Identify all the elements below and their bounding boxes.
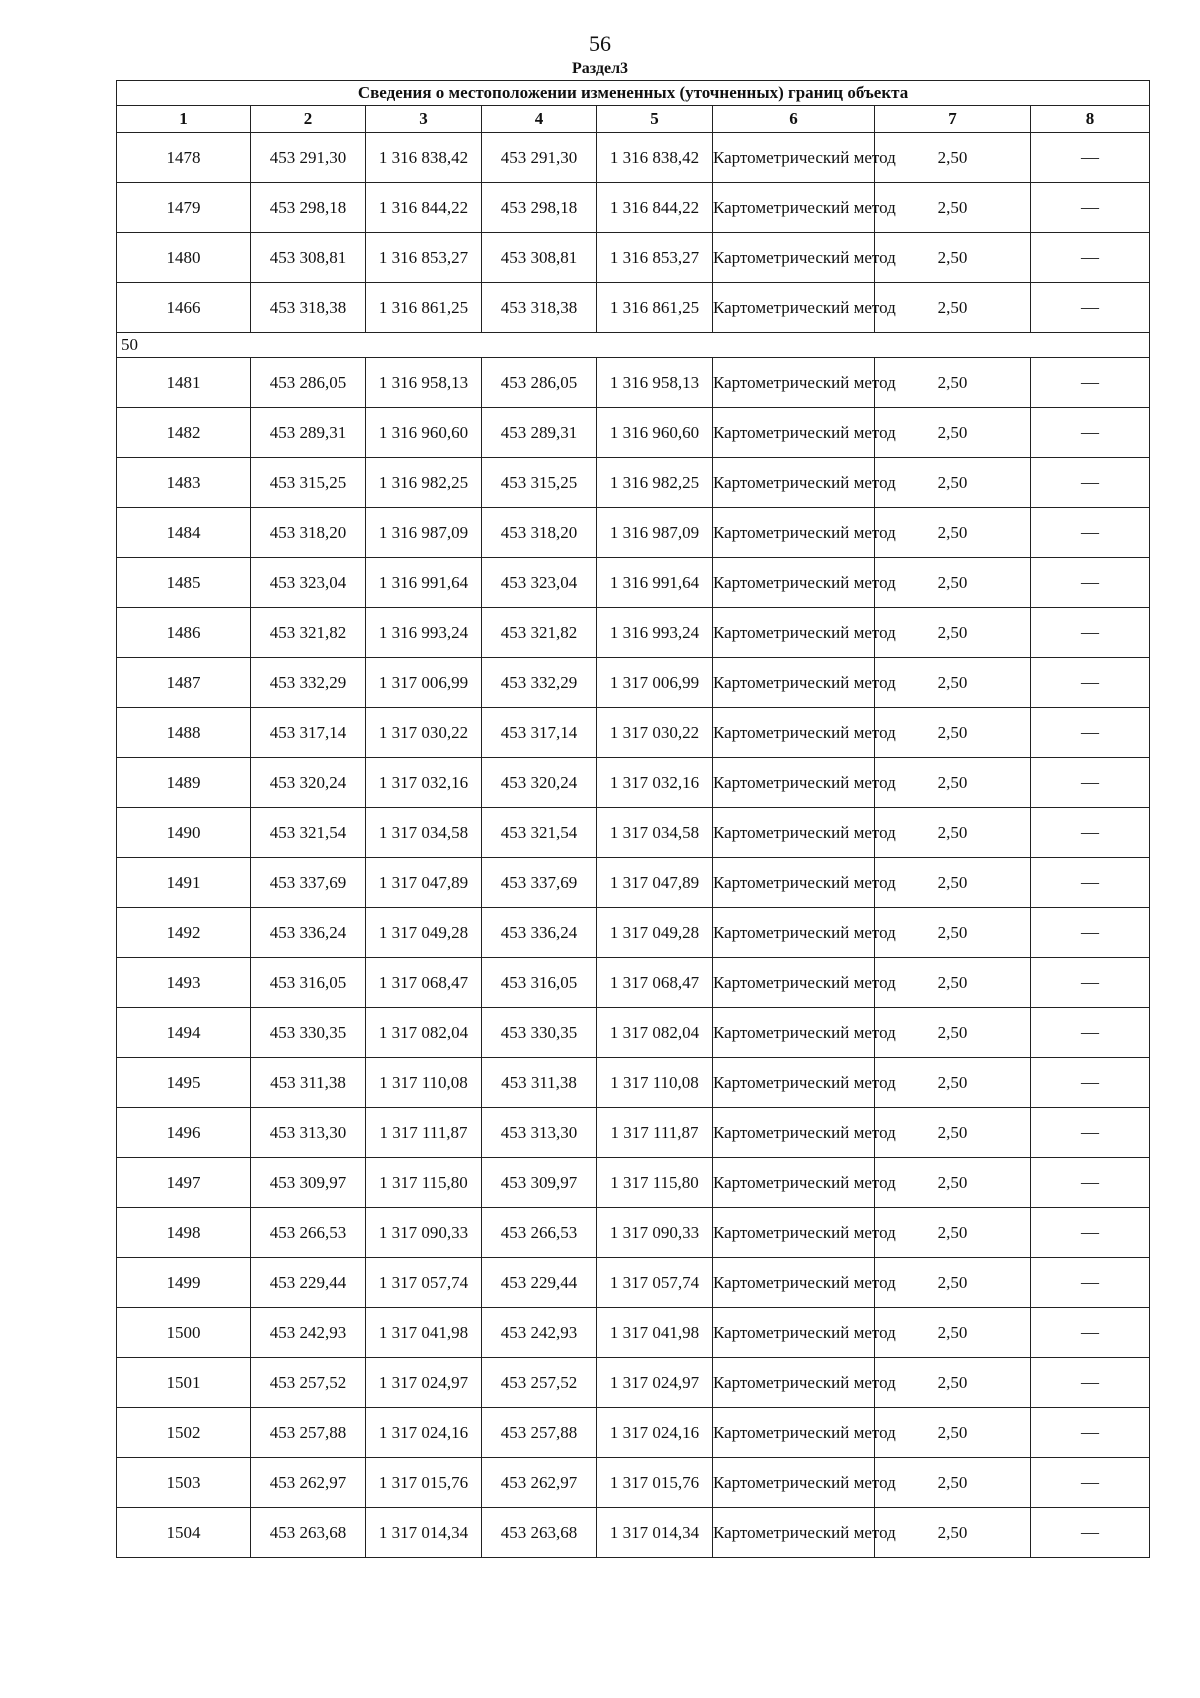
- table-row: [117, 1308, 1150, 1358]
- cell-x-existing: 453 316,05: [251, 958, 366, 1008]
- table-row: [117, 283, 1150, 333]
- cell-y-new: 1 316 987,09: [597, 508, 713, 558]
- cell-x-existing: 453 286,05: [251, 358, 366, 408]
- cell-description: —: [1031, 658, 1150, 708]
- cell-y-existing: 1 317 006,99: [366, 658, 482, 708]
- cell-x-existing: 453 321,54: [251, 808, 366, 858]
- cell-y-new: 1 316 991,64: [597, 558, 713, 608]
- table-row: [117, 133, 1150, 183]
- cell-x-new: 453 257,88: [482, 1408, 597, 1458]
- column-header-5: 5: [597, 106, 713, 133]
- cell-description: —: [1031, 233, 1150, 283]
- cell-x-existing: 453 257,88: [251, 1408, 366, 1458]
- cell-y-existing: 1 317 034,58: [366, 808, 482, 858]
- cell-point-number: 1491: [117, 858, 251, 908]
- cell-description: —: [1031, 283, 1150, 333]
- section-title: Раздел3: [571, 60, 629, 77]
- cell-method: Картометрический метод: [713, 1258, 875, 1308]
- cell-x-new: 453 315,25: [482, 458, 597, 508]
- table-row: [117, 608, 1150, 658]
- cell-point-number: 1503: [117, 1458, 251, 1508]
- table-row: [117, 808, 1150, 858]
- cell-x-existing: 453 309,97: [251, 1158, 366, 1208]
- cell-x-new: 453 309,97: [482, 1158, 597, 1208]
- cell-accuracy: 2,50: [875, 1258, 1031, 1308]
- cell-description: —: [1031, 1358, 1150, 1408]
- cell-accuracy: 2,50: [875, 658, 1031, 708]
- cell-x-new: 453 289,31: [482, 408, 597, 458]
- cell-description: —: [1031, 708, 1150, 758]
- table-row: [117, 233, 1150, 283]
- cell-y-existing: 1 317 014,34: [366, 1508, 482, 1558]
- cell-x-existing: 453 308,81: [251, 233, 366, 283]
- cell-accuracy: 2,50: [875, 558, 1031, 608]
- table-row: [117, 408, 1150, 458]
- table-row: [117, 1258, 1150, 1308]
- page-number: 56: [589, 31, 611, 56]
- cell-accuracy: 2,50: [875, 608, 1031, 658]
- cell-x-existing: 453 332,29: [251, 658, 366, 708]
- cell-description: —: [1031, 1258, 1150, 1308]
- table-body: [117, 81, 1150, 1558]
- coordinates-table: [116, 80, 1150, 1558]
- cell-accuracy: 2,50: [875, 1358, 1031, 1408]
- cell-x-new: 453 263,68: [482, 1508, 597, 1558]
- cell-y-new: 1 317 068,47: [597, 958, 713, 1008]
- cell-y-new: 1 317 090,33: [597, 1208, 713, 1258]
- cell-point-number: 1493: [117, 958, 251, 1008]
- column-header-3: 3: [366, 106, 482, 133]
- cell-y-new: 1 317 024,16: [597, 1408, 713, 1458]
- cell-method: Картометрический метод: [713, 1308, 875, 1358]
- cell-description: —: [1031, 908, 1150, 958]
- cell-method: Картометрический метод: [713, 958, 875, 1008]
- cell-y-new: 1 317 015,76: [597, 1458, 713, 1508]
- cell-x-existing: 453 311,38: [251, 1058, 366, 1108]
- cell-y-new: 1 316 853,27: [597, 233, 713, 283]
- cell-y-new: 1 316 993,24: [597, 608, 713, 658]
- table-row: [117, 658, 1150, 708]
- cell-y-existing: 1 317 068,47: [366, 958, 482, 1008]
- cell-x-existing: 453 315,25: [251, 458, 366, 508]
- column-header-4: 4: [482, 106, 597, 133]
- cell-accuracy: 2,50: [875, 458, 1031, 508]
- group-row: [117, 333, 1150, 358]
- cell-point-number: 1504: [117, 1508, 251, 1558]
- cell-accuracy: 2,50: [875, 758, 1031, 808]
- cell-x-existing: 453 321,82: [251, 608, 366, 658]
- cell-x-new: 453 298,18: [482, 183, 597, 233]
- cell-description: —: [1031, 1158, 1150, 1208]
- cell-y-existing: 1 316 991,64: [366, 558, 482, 608]
- cell-description: —: [1031, 458, 1150, 508]
- cell-point-number: 1483: [117, 458, 251, 508]
- cell-x-existing: 453 318,38: [251, 283, 366, 333]
- cell-accuracy: 2,50: [875, 1058, 1031, 1108]
- cell-x-new: 453 330,35: [482, 1008, 597, 1058]
- cell-method: Картометрический метод: [713, 1008, 875, 1058]
- cell-x-existing: 453 336,24: [251, 908, 366, 958]
- table-row: [117, 558, 1150, 608]
- table-row: [117, 508, 1150, 558]
- cell-y-existing: 1 317 049,28: [366, 908, 482, 958]
- cell-accuracy: 2,50: [875, 1108, 1031, 1158]
- cell-method: Картометрический метод: [713, 908, 875, 958]
- cell-point-number: 1484: [117, 508, 251, 558]
- cell-y-new: 1 316 838,42: [597, 133, 713, 183]
- column-header-8: 8: [1031, 106, 1150, 133]
- cell-point-number: 1481: [117, 358, 251, 408]
- cell-point-number: 1489: [117, 758, 251, 808]
- cell-point-number: 1480: [117, 233, 251, 283]
- cell-x-new: 453 321,54: [482, 808, 597, 858]
- cell-y-existing: 1 317 057,74: [366, 1258, 482, 1308]
- cell-method: Картометрический метод: [713, 858, 875, 908]
- cell-y-existing: 1 316 982,25: [366, 458, 482, 508]
- cell-method: Картометрический метод: [713, 1508, 875, 1558]
- cell-method: Картометрический метод: [713, 1458, 875, 1508]
- cell-y-new: 1 317 041,98: [597, 1308, 713, 1358]
- table-row: [117, 358, 1150, 408]
- cell-y-new: 1 317 030,22: [597, 708, 713, 758]
- cell-y-existing: 1 317 041,98: [366, 1308, 482, 1358]
- cell-point-number: 1485: [117, 558, 251, 608]
- cell-point-number: 1497: [117, 1158, 251, 1208]
- cell-description: —: [1031, 608, 1150, 658]
- cell-accuracy: 2,50: [875, 908, 1031, 958]
- cell-x-existing: 453 291,30: [251, 133, 366, 183]
- table-row: [117, 183, 1150, 233]
- cell-method: Картометрический метод: [713, 508, 875, 558]
- table-row: [117, 908, 1150, 958]
- column-number-row: [117, 106, 1150, 133]
- cell-x-new: 453 313,30: [482, 1108, 597, 1158]
- cell-x-existing: 453 317,14: [251, 708, 366, 758]
- table-caption-row: [117, 81, 1150, 106]
- cell-x-existing: 453 337,69: [251, 858, 366, 908]
- cell-point-number: 1498: [117, 1208, 251, 1258]
- cell-x-new: 453 308,81: [482, 233, 597, 283]
- cell-y-existing: 1 317 030,22: [366, 708, 482, 758]
- cell-y-existing: 1 317 090,33: [366, 1208, 482, 1258]
- cell-point-number: 1492: [117, 908, 251, 958]
- cell-y-new: 1 317 057,74: [597, 1258, 713, 1308]
- table-row: [117, 758, 1150, 808]
- cell-x-existing: 453 320,24: [251, 758, 366, 808]
- cell-method: Картометрический метод: [713, 1208, 875, 1258]
- cell-method: Картометрический метод: [713, 358, 875, 408]
- cell-x-new: 453 336,24: [482, 908, 597, 958]
- cell-point-number: 1502: [117, 1408, 251, 1458]
- cell-x-existing: 453 298,18: [251, 183, 366, 233]
- cell-x-new: 453 286,05: [482, 358, 597, 408]
- cell-accuracy: 2,50: [875, 233, 1031, 283]
- cell-method: Картометрический метод: [713, 558, 875, 608]
- cell-point-number: 1478: [117, 133, 251, 183]
- column-header-1: 1: [117, 106, 251, 133]
- cell-x-existing: 453 313,30: [251, 1108, 366, 1158]
- table-row: [117, 708, 1150, 758]
- table-row: [117, 958, 1150, 1008]
- cell-y-existing: 1 317 032,16: [366, 758, 482, 808]
- cell-y-existing: 1 317 082,04: [366, 1008, 482, 1058]
- cell-method: Картометрический метод: [713, 658, 875, 708]
- cell-description: —: [1031, 1458, 1150, 1508]
- cell-x-new: 453 332,29: [482, 658, 597, 708]
- cell-x-existing: 453 323,04: [251, 558, 366, 608]
- cell-description: —: [1031, 133, 1150, 183]
- cell-description: —: [1031, 558, 1150, 608]
- cell-accuracy: 2,50: [875, 1508, 1031, 1558]
- cell-accuracy: 2,50: [875, 1158, 1031, 1208]
- cell-accuracy: 2,50: [875, 133, 1031, 183]
- cell-accuracy: 2,50: [875, 958, 1031, 1008]
- cell-description: —: [1031, 1208, 1150, 1258]
- cell-x-existing: 453 289,31: [251, 408, 366, 458]
- cell-y-new: 1 317 110,08: [597, 1058, 713, 1108]
- cell-method: Картометрический метод: [713, 1408, 875, 1458]
- cell-y-new: 1 317 006,99: [597, 658, 713, 708]
- cell-description: —: [1031, 1108, 1150, 1158]
- table-row: [117, 1108, 1150, 1158]
- table-row: [117, 1458, 1150, 1508]
- cell-y-existing: 1 317 110,08: [366, 1058, 482, 1108]
- cell-y-existing: 1 317 024,97: [366, 1358, 482, 1408]
- cell-x-existing: 453 266,53: [251, 1208, 366, 1258]
- cell-accuracy: 2,50: [875, 1208, 1031, 1258]
- cell-y-new: 1 317 049,28: [597, 908, 713, 958]
- cell-x-new: 453 317,14: [482, 708, 597, 758]
- cell-description: —: [1031, 758, 1150, 808]
- cell-point-number: 1501: [117, 1358, 251, 1408]
- cell-method: Картометрический метод: [713, 708, 875, 758]
- cell-method: Картометрический метод: [713, 183, 875, 233]
- table-row: [117, 1408, 1150, 1458]
- table-row: [117, 858, 1150, 908]
- cell-point-number: 1488: [117, 708, 251, 758]
- cell-method: Картометрический метод: [713, 758, 875, 808]
- cell-x-new: 453 321,82: [482, 608, 597, 658]
- cell-accuracy: 2,50: [875, 183, 1031, 233]
- cell-x-new: 453 229,44: [482, 1258, 597, 1308]
- table-row: [117, 1058, 1150, 1108]
- cell-x-existing: 453 242,93: [251, 1308, 366, 1358]
- cell-point-number: 1479: [117, 183, 251, 233]
- cell-x-new: 453 311,38: [482, 1058, 597, 1108]
- cell-y-new: 1 317 047,89: [597, 858, 713, 908]
- cell-description: —: [1031, 508, 1150, 558]
- cell-method: Картометрический метод: [713, 133, 875, 183]
- cell-description: —: [1031, 358, 1150, 408]
- cell-x-existing: 453 257,52: [251, 1358, 366, 1408]
- table-row: [117, 1008, 1150, 1058]
- cell-x-new: 453 320,24: [482, 758, 597, 808]
- cell-point-number: 1482: [117, 408, 251, 458]
- table-row: [117, 1208, 1150, 1258]
- column-header-2: 2: [251, 106, 366, 133]
- cell-description: —: [1031, 1408, 1150, 1458]
- cell-y-new: 1 316 960,60: [597, 408, 713, 458]
- cell-accuracy: 2,50: [875, 408, 1031, 458]
- cell-y-existing: 1 316 853,27: [366, 233, 482, 283]
- cell-y-new: 1 317 111,87: [597, 1108, 713, 1158]
- cell-y-existing: 1 316 861,25: [366, 283, 482, 333]
- cell-accuracy: 2,50: [875, 508, 1031, 558]
- cell-point-number: 1496: [117, 1108, 251, 1158]
- cell-x-new: 453 337,69: [482, 858, 597, 908]
- cell-y-new: 1 317 032,16: [597, 758, 713, 808]
- cell-method: Картометрический метод: [713, 233, 875, 283]
- cell-accuracy: 2,50: [875, 1308, 1031, 1358]
- cell-y-existing: 1 317 015,76: [366, 1458, 482, 1508]
- cell-x-new: 453 316,05: [482, 958, 597, 1008]
- cell-description: —: [1031, 1008, 1150, 1058]
- cell-y-existing: 1 317 111,87: [366, 1108, 482, 1158]
- cell-y-existing: 1 316 987,09: [366, 508, 482, 558]
- cell-accuracy: 2,50: [875, 1458, 1031, 1508]
- cell-y-new: 1 316 861,25: [597, 283, 713, 333]
- cell-accuracy: 2,50: [875, 1008, 1031, 1058]
- cell-y-new: 1 316 982,25: [597, 458, 713, 508]
- cell-method: Картометрический метод: [713, 1108, 875, 1158]
- cell-description: —: [1031, 1508, 1150, 1558]
- cell-y-new: 1 317 014,34: [597, 1508, 713, 1558]
- cell-y-existing: 1 317 115,80: [366, 1158, 482, 1208]
- cell-x-new: 453 257,52: [482, 1358, 597, 1408]
- cell-point-number: 1466: [117, 283, 251, 333]
- cell-description: —: [1031, 858, 1150, 908]
- cell-accuracy: 2,50: [875, 358, 1031, 408]
- cell-method: Картометрический метод: [713, 283, 875, 333]
- table-caption: Сведения о местоположении измененных (уточненных) границ объекта: [117, 81, 1150, 106]
- cell-y-existing: 1 317 047,89: [366, 858, 482, 908]
- cell-point-number: 1500: [117, 1308, 251, 1358]
- cell-description: —: [1031, 1058, 1150, 1108]
- cell-method: Картометрический метод: [713, 608, 875, 658]
- cell-method: Картометрический метод: [713, 1358, 875, 1408]
- cell-x-existing: 453 229,44: [251, 1258, 366, 1308]
- cell-method: Картометрический метод: [713, 808, 875, 858]
- cell-accuracy: 2,50: [875, 708, 1031, 758]
- table-row: [117, 1158, 1150, 1208]
- cell-x-new: 453 291,30: [482, 133, 597, 183]
- cell-x-new: 453 262,97: [482, 1458, 597, 1508]
- cell-y-new: 1 317 024,97: [597, 1358, 713, 1408]
- cell-x-existing: 453 262,97: [251, 1458, 366, 1508]
- cell-point-number: 1499: [117, 1258, 251, 1308]
- cell-method: Картометрический метод: [713, 1058, 875, 1108]
- cell-accuracy: 2,50: [875, 1408, 1031, 1458]
- cell-accuracy: 2,50: [875, 808, 1031, 858]
- cell-y-existing: 1 316 958,13: [366, 358, 482, 408]
- cell-y-existing: 1 317 024,16: [366, 1408, 482, 1458]
- cell-x-new: 453 323,04: [482, 558, 597, 608]
- cell-description: —: [1031, 1308, 1150, 1358]
- cell-point-number: 1495: [117, 1058, 251, 1108]
- cell-x-existing: 453 263,68: [251, 1508, 366, 1558]
- cell-y-existing: 1 316 960,60: [366, 408, 482, 458]
- cell-point-number: 1486: [117, 608, 251, 658]
- cell-y-new: 1 316 958,13: [597, 358, 713, 408]
- table-row: [117, 1358, 1150, 1408]
- cell-y-existing: 1 316 993,24: [366, 608, 482, 658]
- cell-y-new: 1 316 844,22: [597, 183, 713, 233]
- cell-method: Картометрический метод: [713, 408, 875, 458]
- cell-accuracy: 2,50: [875, 283, 1031, 333]
- cell-point-number: 1487: [117, 658, 251, 708]
- table-row: [117, 458, 1150, 508]
- column-header-7: 7: [875, 106, 1031, 133]
- group-label: 50: [117, 333, 1150, 358]
- cell-method: Картометрический метод: [713, 1158, 875, 1208]
- cell-y-existing: 1 316 844,22: [366, 183, 482, 233]
- column-header-6: 6: [713, 106, 875, 133]
- cell-x-new: 453 318,38: [482, 283, 597, 333]
- cell-accuracy: 2,50: [875, 858, 1031, 908]
- cell-y-new: 1 317 115,80: [597, 1158, 713, 1208]
- table-row: [117, 1508, 1150, 1558]
- cell-x-existing: 453 330,35: [251, 1008, 366, 1058]
- cell-x-new: 453 242,93: [482, 1308, 597, 1358]
- cell-point-number: 1494: [117, 1008, 251, 1058]
- cell-y-new: 1 317 082,04: [597, 1008, 713, 1058]
- cell-y-existing: 1 316 838,42: [366, 133, 482, 183]
- cell-x-new: 453 266,53: [482, 1208, 597, 1258]
- cell-point-number: 1490: [117, 808, 251, 858]
- cell-description: —: [1031, 958, 1150, 1008]
- cell-description: —: [1031, 408, 1150, 458]
- cell-x-existing: 453 318,20: [251, 508, 366, 558]
- cell-x-new: 453 318,20: [482, 508, 597, 558]
- cell-description: —: [1031, 183, 1150, 233]
- cell-method: Картометрический метод: [713, 458, 875, 508]
- cell-description: —: [1031, 808, 1150, 858]
- cell-y-new: 1 317 034,58: [597, 808, 713, 858]
